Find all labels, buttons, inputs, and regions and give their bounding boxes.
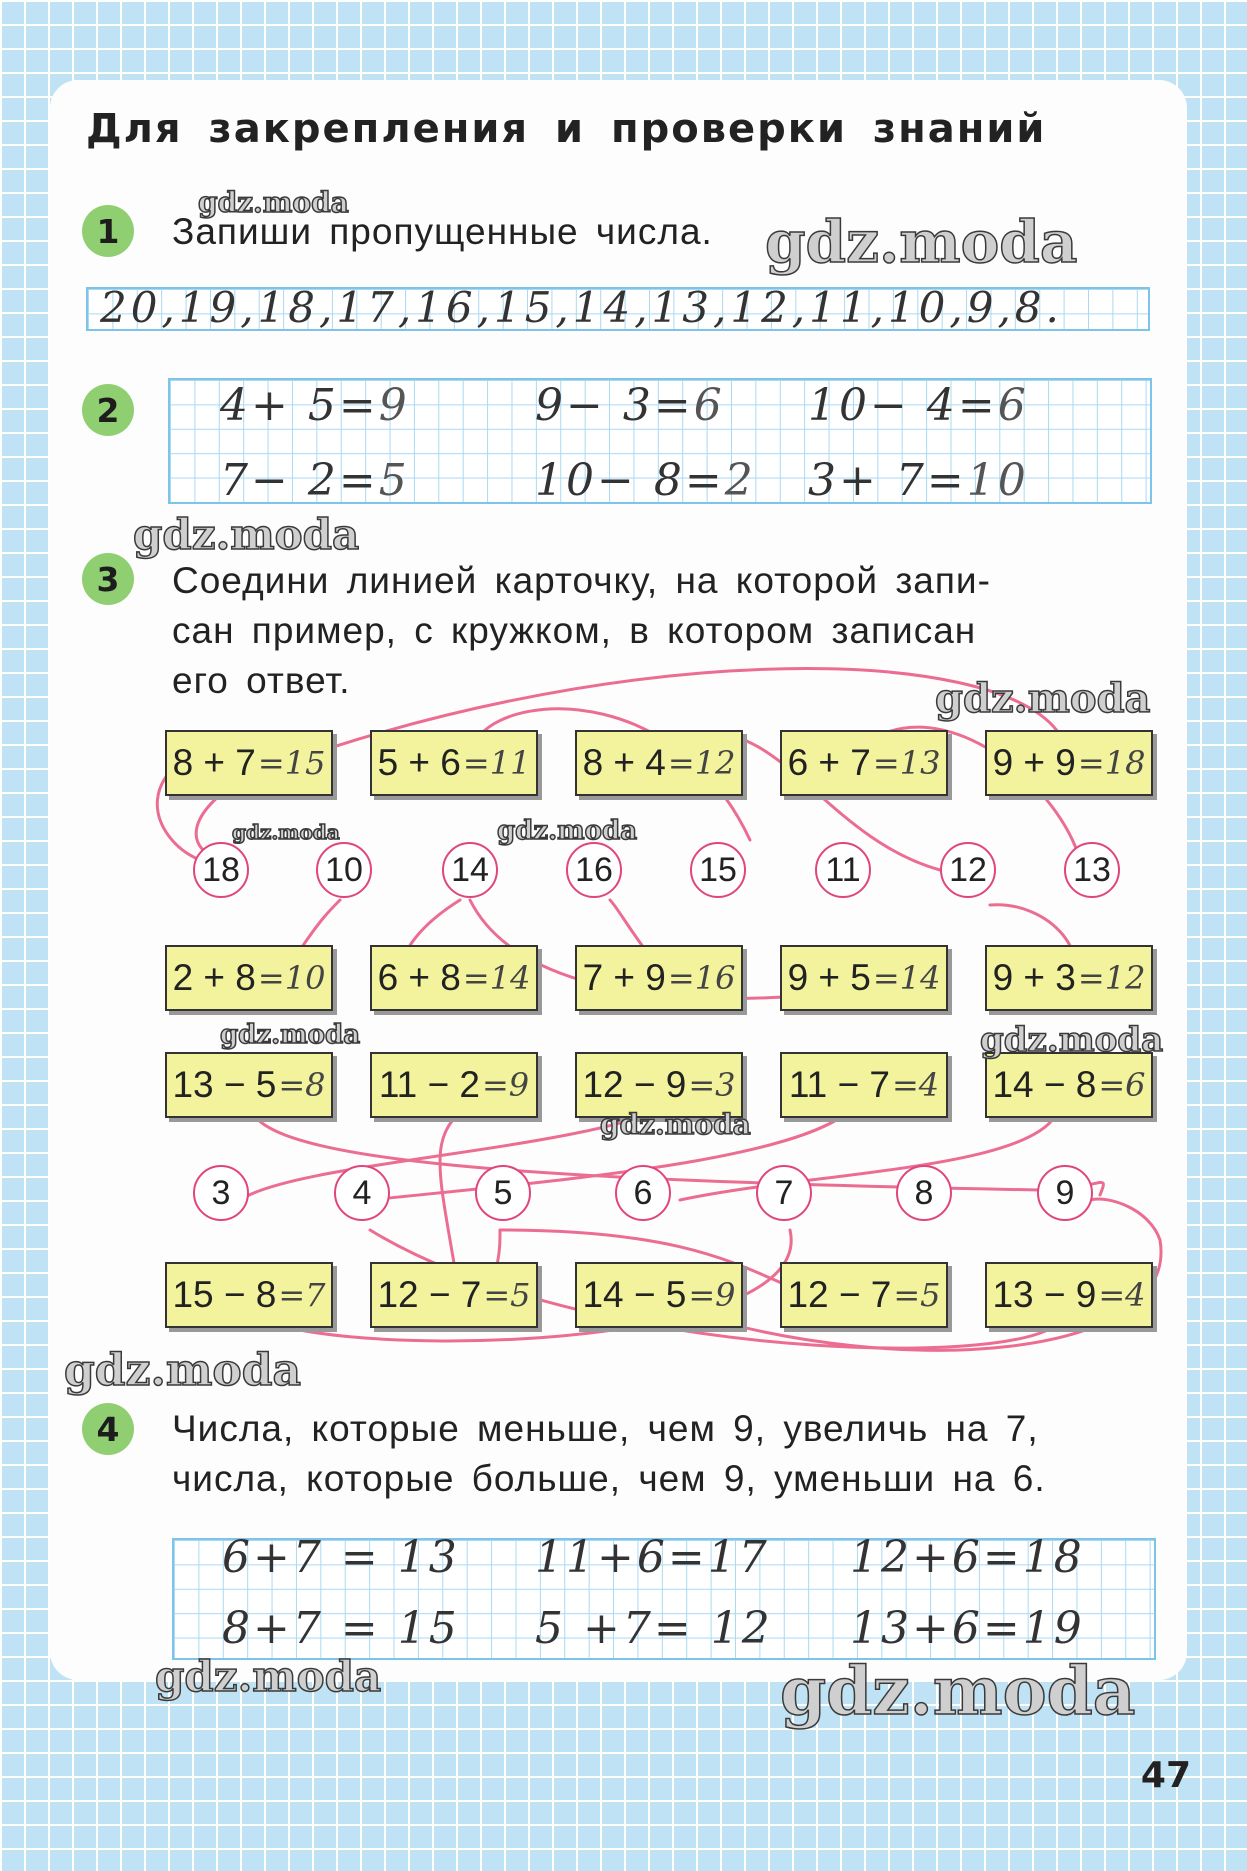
watermark: gdz.moda [64,1345,302,1396]
answer-circle[interactable]: 4 [334,1165,390,1221]
answer-circle[interactable]: 5 [475,1165,531,1221]
example-card[interactable] [370,1052,538,1118]
watermark: gdz.moda [935,675,1151,722]
example-card[interactable] [985,945,1153,1011]
card-expression: 6 + 7 [787,742,871,783]
card-expression: 8 + 4 [582,742,666,783]
card-answer: =12 [1077,959,1146,997]
card-answer: =5 [893,1276,941,1314]
task3-text-line3: его ответ. [172,660,351,701]
card-answer: =12 [667,744,736,782]
task4-equation: 8+7 = 15 [222,1603,460,1654]
card-answer: =3 [688,1066,736,1104]
card-expression: 11 − 2 [378,1064,480,1105]
task3-text-line2: сан пример, с кружком, в котором записан [172,610,977,651]
example-card[interactable] [575,945,743,1011]
card-answer: =14 [462,959,531,997]
card-expression: 15 − 8 [172,1274,277,1315]
answer-circle[interactable]: 15 [690,842,746,898]
task2-answer: 6 [693,380,725,431]
page-number: 47 [1140,1755,1191,1796]
card-answer: =14 [872,959,941,997]
task-number-4: 4 [82,1403,134,1455]
example-card[interactable] [165,730,333,796]
watermark: gdz.moda [780,1652,1136,1730]
card-expression: 14 − 8 [992,1064,1097,1105]
card-answer: =4 [1098,1276,1146,1314]
task-number-2: 2 [82,384,134,436]
watermark: gdz.moda [232,820,340,844]
task4-equation: 5 +7= 12 [535,1603,773,1654]
task1-text: Запиши пропущенные числа. [172,211,713,252]
task2-expression: 3+ 7= [808,455,967,506]
example-card[interactable] [370,945,538,1011]
watermark: gdz.moda [980,1020,1164,1060]
example-card[interactable] [985,1262,1153,1328]
card-answer: =15 [257,744,326,782]
card-expression: 9 + 3 [992,957,1076,998]
task2-answer: 6 [997,380,1029,431]
task2-answer: 5 [378,455,410,506]
answer-circle[interactable]: 10 [316,842,372,898]
card-answer: =6 [1098,1066,1146,1104]
answer-circle[interactable]: 3 [193,1165,249,1221]
example-card[interactable] [370,1262,538,1328]
card-expression: 12 − 9 [582,1064,687,1105]
card-answer: =7 [278,1276,326,1314]
watermark: gdz.moda [133,510,360,559]
example-card[interactable] [780,730,948,796]
task2-answer: 10 [966,455,1029,506]
task2-expression: 10− 4= [808,380,998,431]
task4-equation: 6+7 = 13 [222,1532,460,1583]
task3-text-line1: Соедини линией карточку, на которой запи- [172,560,991,601]
task4-equation: 13+6=19 [850,1603,1085,1654]
answer-circle[interactable]: 14 [442,842,498,898]
card-answer: =18 [1077,744,1146,782]
card-answer: =11 [462,744,531,782]
answer-circle[interactable]: 18 [193,842,249,898]
answer-circle[interactable]: 8 [896,1165,952,1221]
example-card[interactable] [985,730,1153,796]
example-card[interactable] [165,1262,333,1328]
answer-circle[interactable]: 11 [815,842,871,898]
answer-circle[interactable]: 16 [566,842,622,898]
task2-expression: 9− 3= [535,380,694,431]
watermark: gdz.moda [497,816,638,846]
example-card[interactable] [780,1052,948,1118]
watermark: gdz.moda [198,186,349,219]
task4-equation: 12+6=18 [850,1532,1085,1583]
example-card[interactable] [985,1052,1153,1118]
card-expression: 6 + 8 [377,957,461,998]
example-card[interactable] [780,1262,948,1328]
watermark: gdz.moda [600,1108,751,1141]
card-answer: =4 [891,1066,940,1104]
example-card[interactable] [165,945,333,1011]
example-card[interactable] [165,1052,333,1118]
card-answer: =9 [688,1276,736,1314]
card-expression: 7 + 9 [582,957,666,998]
answer-circle[interactable]: 9 [1037,1165,1093,1221]
example-card[interactable] [575,730,743,796]
card-expression: 14 − 5 [582,1274,687,1315]
page-title: Для закрепления и проверки знаний [86,106,1047,152]
card-answer: =8 [278,1066,326,1104]
example-card[interactable] [370,730,538,796]
answer-circle[interactable]: 12 [940,842,996,898]
example-card[interactable] [780,945,948,1011]
task-number-1: 1 [82,205,134,257]
card-answer: =5 [483,1276,531,1314]
answer-circle[interactable]: 6 [615,1165,671,1221]
card-expression: 12 − 7 [787,1274,892,1315]
task2-answer: 2 [724,455,756,506]
task4-text-line1: Числа, которые меньше, чем 9, увеличь на 7, [172,1408,1039,1449]
watermark: gdz.moda [765,208,1078,276]
task-number-3: 3 [82,553,134,605]
card-expression: 2 + 8 [172,957,256,998]
card-expression: 13 − 9 [992,1274,1097,1315]
task4-equation: 11+6=17 [535,1532,770,1583]
card-expression: 11 − 7 [788,1064,890,1105]
task1-answer: 20,19,18,17,16,15,14,13,12,11,10,9,8. [100,283,1063,332]
task2-expression: 4+ 5= [220,380,379,431]
card-answer: =9 [481,1066,530,1104]
watermark: gdz.moda [220,1020,361,1050]
answer-circle[interactable]: 13 [1064,842,1120,898]
card-expression: 9 + 9 [992,742,1076,783]
task2-expression: 10− 8= [535,455,725,506]
task2-expression: 7− 2= [220,455,379,506]
card-expression: 13 − 5 [172,1064,277,1105]
card-expression: 12 − 7 [377,1274,482,1315]
answer-circle[interactable]: 7 [756,1165,812,1221]
task2-answer: 9 [378,380,410,431]
task4-text-line2: числа, которые больше, чем 9, уменьши на 6. [172,1458,1046,1499]
card-answer: =10 [257,959,326,997]
card-answer: =13 [872,744,941,782]
card-answer: =16 [667,959,736,997]
card-expression: 8 + 7 [172,742,256,783]
card-expression: 9 + 5 [787,957,871,998]
example-card[interactable] [575,1262,743,1328]
card-expression: 5 + 6 [377,742,461,783]
watermark: gdz.moda [155,1652,382,1701]
